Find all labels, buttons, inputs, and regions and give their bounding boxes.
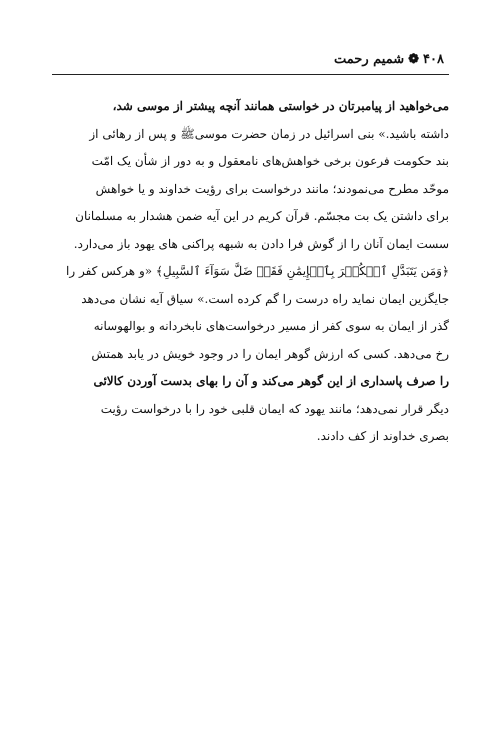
text-line: برای داشتن یک بت مجسّم. قرآن کریم در این آیه ضمن هشدار به مسلمانان: [75, 209, 449, 223]
body-text: [52, 93, 449, 451]
text-line: موحّد مطرح می‌نمودند؛ مانند درخواست برای رؤیت خداوند و یا خواهش: [95, 181, 449, 196]
text-line: دیگر قرار نمی‌دهد؛ مانند یهود که ایمان قلبی خود را با درخواست رؤیت: [100, 401, 449, 416]
page-header: [334, 52, 444, 67]
text-line: بند حکومت فرعون برخی خواهش‌های نامعقول و به دور از شأن یک امّت: [91, 154, 449, 168]
text-line: جایگزین ایمان نماید راه درست را گم کرده است.» سیاق آیه نشان می‌دهد: [81, 291, 449, 306]
flower-ornament-icon: ❁: [408, 52, 420, 67]
header-divider: [52, 74, 449, 75]
text-line: سست ایمان آنان را از گوش فرا دادن به شبهه پراکنی های یهود باز می‌دارد.: [73, 236, 449, 251]
text-line: می‌خواهید از پیامبرتان در خواستی همانند آنچه پیشتر از موسی شد،: [112, 99, 449, 113]
page-number: ۴۰۸: [423, 52, 444, 67]
text-line: را صرف پاسداری از این گوهر می‌کند و آن را بهای بدست آوردن کالائی: [93, 374, 449, 388]
text-line: بصری خداوند از کف دادند.: [316, 429, 449, 443]
text-line: رخ می‌دهد. کسی که ارزش گوهر ایمان را در وجود خویش در یابد همتش: [91, 346, 449, 361]
book-title: شمیم رحمت: [334, 52, 405, 67]
text-line: داشته باشید.» بنی اسرائیل در زمان حضرت موسیﷺ و پس از رهائی از: [89, 126, 449, 141]
text-line: گذر از ایمان به سوی کفر از مسیر درخواست‌های نابخردانه و بوالهوسانه: [93, 319, 449, 333]
quran-verse-line: ﴿وَمَن يَتَبَدَّلِ ٱلۡكُفۡرَ بِٱلۡإِيمَٰنِ فَقَدۡ ضَلَّ سَوَآءَ ٱلسَّبِيلِ﴾ «و هرکس کفر را: [66, 264, 449, 278]
